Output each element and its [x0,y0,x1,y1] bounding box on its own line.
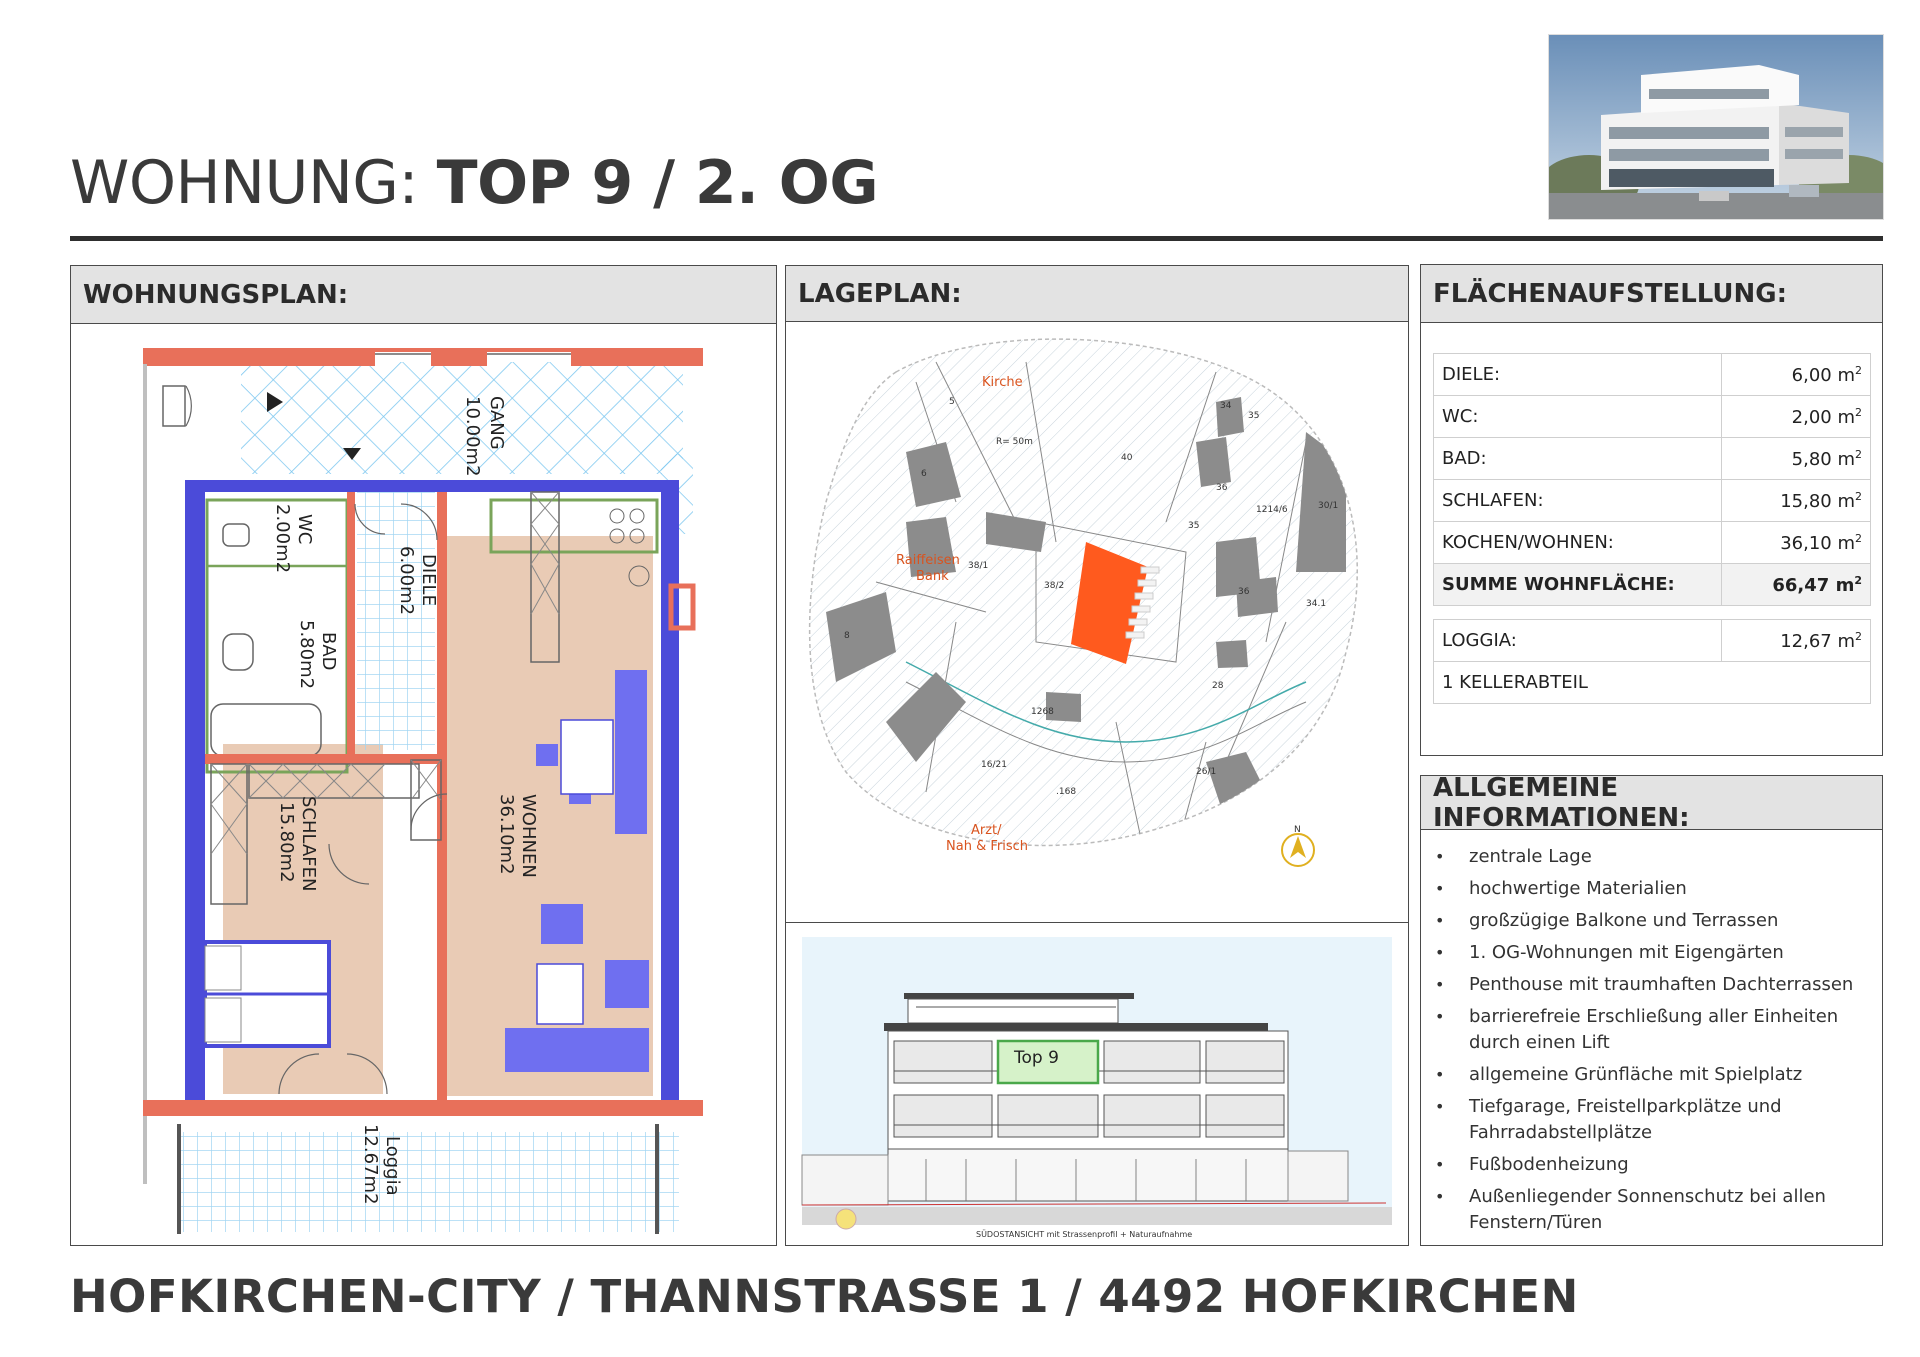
extra-area-table [1433,619,1871,704]
parcel-1214-6: 1214/6 [1256,505,1288,515]
list-item: • Außenliegender Sonnenschutz bei allen Fenstern/Türen [1435,1184,1875,1236]
parcel-34: 34 [1220,401,1232,411]
parcel-168: .168 [1056,787,1077,797]
site-label-nah-frisch: Nah & Frisch [946,839,1028,854]
room-label-gang: GANG [486,396,507,450]
list-item: • Penthouse mit traumhaften Dachterrassen [1435,972,1875,998]
list-item: • barrierefreie Erschließung aller Einheiten durch einen Lift [1435,1004,1875,1056]
address-footer: HOFKIRCHEN-CITY / THANNSTRASSE 1 / 4492 HOFKIRCHEN [70,1270,1579,1323]
room-area-wohnen: 36.10m2 [496,794,517,875]
parcel-1268: 1268 [1031,707,1054,717]
elevation-panel [785,922,1409,1246]
area-value: 12,67 $m^2$ [1722,620,1871,662]
area-label: LOGGIA: [1434,620,1722,662]
sum-value: 66,47 $m^2$ [1722,564,1871,606]
area-label: 1 KELLERABTEIL [1434,662,1871,704]
parcel-38-1: 38/1 [968,561,989,571]
elevation-caption: SÜDOSTANSICHT mit Strassenprofil + Naturaufnahme [976,1230,1193,1239]
list-item: • hochwertige Materialien [1435,876,1875,902]
room-label-bad: BAD [318,632,339,671]
area-label: SCHLAFEN: [1434,480,1722,522]
site-plan-panel [785,265,1409,924]
parcel-35a: 35 [1248,411,1260,421]
table-row [1434,396,1871,438]
site-label-arzt: Arzt/ [971,823,1002,838]
elevation-drawing [786,923,1407,1244]
site-plan-heading: LAGEPLAN: [786,266,1408,322]
area-value: 6,00 $m^2$ [1722,354,1871,396]
room-area-bad: 5.80m2 [296,620,317,690]
room-label-wc: WC [294,514,315,545]
parcel-36b: 36 [1238,587,1250,597]
north-label: N [1294,825,1301,835]
room-area-gang: 10.00m2 [462,396,483,477]
table-row [1434,480,1871,522]
parcel-30-1: 30/1 [1318,501,1339,511]
parcel-34-1: 34.1 [1306,599,1327,609]
site-plan-map [786,322,1407,922]
area-table [1433,353,1871,606]
parcel-35b: 35 [1188,521,1200,531]
room-label-diele: DIELE [418,554,439,606]
parcel-36a: 36 [1216,483,1228,493]
elevation-top9-label: Top 9 [1014,1048,1059,1068]
general-info-panel [1420,772,1883,1246]
area-summary-heading: FLÄCHENAUFSTELLUNG: [1421,265,1882,323]
site-label-raiffeisen: Raiffeisen [896,553,960,568]
parcel-28: 28 [1212,681,1224,691]
area-label: BAD: [1434,438,1722,480]
page-title [70,148,878,218]
room-label-schlafen: SCHLAFEN [298,796,319,892]
table-row [1434,438,1871,480]
room-area-wc: 2.00m2 [272,504,293,574]
area-value: 15,80 $m^2$ [1722,480,1871,522]
parcel-6: 6 [921,469,927,479]
parcel-16-21: 16/21 [981,760,1007,770]
list-item: • 1. OG-Wohnungen mit Eigengärten [1435,940,1875,966]
page-title-prefix: WOHNUNG: [70,148,437,218]
page-title-unit: TOP 9 / 2. OG [436,148,879,218]
parcel-40: 40 [1121,453,1133,463]
north-arrow-icon [1282,825,1314,866]
room-area-loggia: 12.67m2 [360,1124,381,1205]
room-area-diele: 6.00m2 [396,546,417,616]
building-rendering [1548,34,1884,220]
area-value: 36,10 $m^2$ [1722,522,1871,564]
parcel-radius: R= 50m [996,437,1033,447]
site-label-bank: Bank [916,569,949,584]
floorplan-heading: WOHNUNGSPLAN: [71,266,776,324]
table-row [1434,662,1871,704]
area-label: WC: [1434,396,1722,438]
sum-label: SUMME WOHNFLÄCHE: [1434,564,1722,606]
list-item: • großzügige Balkone und Terrassen [1435,908,1875,934]
area-value: 2,00 $m^2$ [1722,396,1871,438]
room-area-schlafen: 15.80m2 [276,802,297,883]
floorplan-panel [70,265,777,1246]
general-info-heading: ALLGEMEINE INFORMATIONEN: [1421,776,1882,830]
room-label-loggia: Loggia [382,1136,403,1196]
list-item: • zentrale Lage [1435,844,1875,870]
info-list [1435,844,1875,1242]
area-label: DIELE: [1434,354,1722,396]
floorplan-drawing [71,324,775,1244]
table-row [1434,522,1871,564]
area-label: KOCHEN/WOHNEN: [1434,522,1722,564]
room-label-wohnen: WOHNEN [518,794,539,878]
parcel-26-1: 26/1 [1196,767,1217,777]
area-summary-panel [1420,264,1883,756]
table-row-sum [1434,564,1871,606]
table-row [1434,354,1871,396]
list-item: • allgemeine Grünfläche mit Spielplatz [1435,1062,1875,1088]
parcel-8: 8 [844,631,850,641]
parcel-38-2: 38/2 [1044,581,1065,591]
parcel-5: 5 [949,397,955,407]
header-divider [70,236,1883,241]
list-item: • Fußbodenheizung [1435,1152,1875,1178]
area-value: 5,80 $m^2$ [1722,438,1871,480]
table-row [1434,620,1871,662]
list-item: • Tiefgarage, Freistellparkplätze und Fahrradabstellplätze [1435,1094,1875,1146]
site-label-kirche: Kirche [982,375,1023,390]
